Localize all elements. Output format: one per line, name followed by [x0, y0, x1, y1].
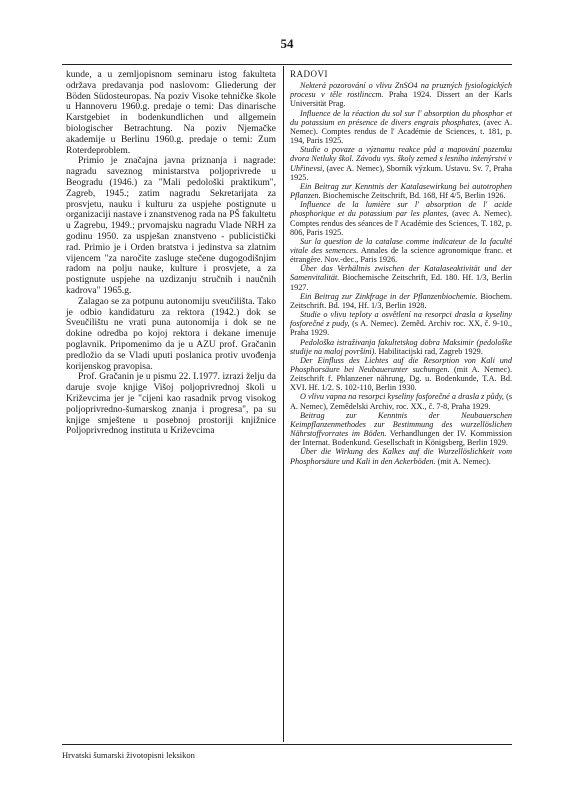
work-details: Annales de la science agronomique franc. et étrangère. Nov.-dec., Paris 1926.: [290, 245, 513, 265]
work-entry: [290, 338, 512, 356]
work-details: (s A. Nemec). Zeměd. Archiv roc. XX, č. 9-10., Praha 1929.: [290, 319, 512, 338]
paragraph-lectures: kunde, a u zemljopisnom seminaru istog fakulteta održava predavanja pod naslovom: Gliederung der Böden Südosteuropas. Na poziv Visoke tehničke škole u Hannoveru 1960.g. predaje o temi: Das dinarische Karstgebiet in bodenkundlichen und allgemein biologischer Betrachtung. Na poziv Njemačke akademije u Berlinu 1960.g. predaje o temi: Zum Roterdeproblem.: [66, 70, 276, 156]
work-title: Influence de la réaction du sol sur l' absorption du phosphor et du potassium en présence de divers engrais phosphates,: [290, 108, 512, 127]
paragraph-donation: Prof. Gračanin je u pismu 22. I.1977. izrazi želju da daruje svoje knjige Višoj poljoprivrednoj školi u Križevcima jer je "cijeni kao rasadnik prvog visokog poljoprivredno-šumarskog znanja i progresa", pa su knjige smještene u posebnoj prostoriji knjižnice Poljoprivrednog instituta u Križevcima: [66, 372, 276, 437]
work-details: Habilitacijski rad, Zagreb 1929.: [376, 346, 483, 356]
works-heading: RADOVI: [290, 69, 328, 79]
works-column: [290, 70, 512, 466]
work-entry: [290, 392, 512, 410]
paragraph-autonomy: Zalagao se za potpunu autonomiju sveučilišta. Tako je odbio kandidaturu za rektora (1942.) dok se Sveučilištu ne vrati puna autonomija i dok se ne dokine odredba po kojoj rektora i dekane imenuje poglavnik. Pripomenimo da je u AZU prof. Gračanin predložio da se Vladi uputi poslanica protiv uvođenja korijenskog pravopisa.: [66, 296, 276, 372]
work-title: Ein Beitrag zur Kenntnis der Katalasewirkung bei autotrophen Pflanzen.: [290, 181, 512, 201]
work-title: Über das Verhältnis zwischen der Katalaseaktivität und der Samenvitalität.: [290, 264, 512, 283]
work-title: Beitrag zur Kenntnis der Neubauerschen Keimpflanzenmethodes zur Bestimmung des wurzellöslichen Nährstoffvorrates im Böden.: [290, 410, 512, 439]
column-divider: [283, 66, 284, 742]
work-entry: [290, 109, 512, 146]
work-entry: [290, 81, 512, 108]
work-title: Influence de la lumière sur l' absorption de l' acide phosphorique et du potassium par les plantes,: [290, 200, 512, 219]
work-details: Biochemische Zeitschrift, Bd. 168, Hf 4/5, Berlin 1926.: [320, 191, 506, 201]
work-entry: [290, 411, 512, 448]
work-entry: [290, 264, 512, 291]
work-title: Ein Beitrag zur Zinkfrage in der Pflanzenbiochemie.: [300, 291, 478, 301]
work-details: Praha 1924. Dissert an der Karls Universität Prag.: [290, 90, 512, 109]
work-details: (mit A. Nemec). Zeitschrift f. Phlanzener nährung, Dg. u. Bodenkunde, T.A. Bd. XVI. Hf. 1/2. S. 102-110, Berlin 1930.: [290, 365, 513, 393]
work-details: (avec A. Nemec). Comptes rendus des séances de l' Académie des Sciences, T. 182, p. 806, Paris 1925.: [290, 209, 512, 237]
work-entry: [290, 310, 512, 337]
work-title: O vlivu vapna na resorpci kyseliny fosforečné a drasla z půdy,: [300, 392, 504, 402]
paragraph-awards: Primio je značajna javna priznanja i nagrade: nagradu saveznog ministarstva poljoprivrede u Beogradu (1946.) za "Mali pedološki praktikum", Zagreb, 1945.; zatim nagradu Sekretarijata za prosvjetu, nauku i kulturu za uspjehe postignute u organizaciji nastave i znanstvenog rada na PŠ fakultetu u Zagrebu, 1949.; prvomajsku nagradu Vlade NRH za godinu 1950. za uspješan znanstveno - publicistički rad. Primio je i Orden bratstva i jedinstva sa zlatnim vijencem "za naročite zasluge stečene dugogodišnjim radom na polju nauke, kulture i prosvjete, a za postignute uspjehe na uzdizanju stručnih i naučnih kadrova" 1965.g.: [66, 156, 276, 296]
bottom-rule: [62, 744, 512, 745]
work-details: Biochemische Zeitschrift, Ed. 180. Hf. 1/3, Berlin 1927.: [290, 273, 512, 292]
work-details: (avec A. Nemec), Sborník výzkum. Ustavu. Sv. 7, Praha 1925.: [290, 163, 512, 182]
work-title: Studie o vlivu teploty a osvětlení na resorpci drasla a kyseliny fosforečné z pudy,: [290, 310, 512, 329]
work-entry: [290, 145, 512, 182]
work-title: Der Einfluss des Lichtes auf die Resorption von Kali und Phosphorsäure bei Neubauerunter suchungen.: [290, 355, 512, 374]
top-rule: [62, 64, 512, 65]
work-details: (mit A. Nemec).: [435, 456, 491, 466]
work-details: Biochem. Zeitschrift. Bd. 194, Hf. 1/3, Berlin 1928.: [290, 291, 512, 310]
work-title: Pedološka istraživanja fakultetskog dobra Maksimir (pedološke studije na maloj površini).: [290, 337, 512, 356]
footer-title: Hrvatski šumarski životopisni leksikon: [62, 750, 195, 760]
work-entry: [290, 200, 512, 237]
work-details: Verhandlungen der IV. Kommission der Internat. Bodenkund. Gesellschaft in Königsberg, Berlin 1929.: [290, 429, 512, 448]
work-title: Sur la question de la catalase comme indicateur de la faculté vitale des semences.: [290, 236, 512, 255]
work-title: Über die Wirkung des Kalkes auf die Wurzellöslichkeit vom Phosphorsäure und Kali in den Ackerböden.: [290, 447, 512, 466]
work-entry: [290, 292, 512, 310]
work-title: Studie o povaze a významu reakce půd a mapování pozemku dvora Netluky škol. Závodu vys. školy zemed s lesního inženýrství v Uhřinevsi,: [290, 145, 512, 173]
work-entry: [290, 447, 512, 465]
work-details: (s A. Nemec), Zemědelski Archiv, roc. XX., č. 7-8, Praha 1929.: [290, 392, 513, 411]
work-entry: [290, 356, 512, 393]
page-number: 54: [280, 36, 294, 51]
work-entry: [290, 182, 512, 200]
work-details: (avec A. Nemec). Comptes rendus de l' Académie de Sciences, t. 181, p. 194, Paris 1925.: [290, 117, 512, 146]
biography-column: [66, 70, 276, 437]
work-title: Nekterá pozorování o vlivu ZnSO4 na pruzných fysiologických procesu v těle rostlinccm.: [290, 81, 512, 100]
works-list: [290, 81, 512, 466]
work-entry: [290, 237, 512, 264]
